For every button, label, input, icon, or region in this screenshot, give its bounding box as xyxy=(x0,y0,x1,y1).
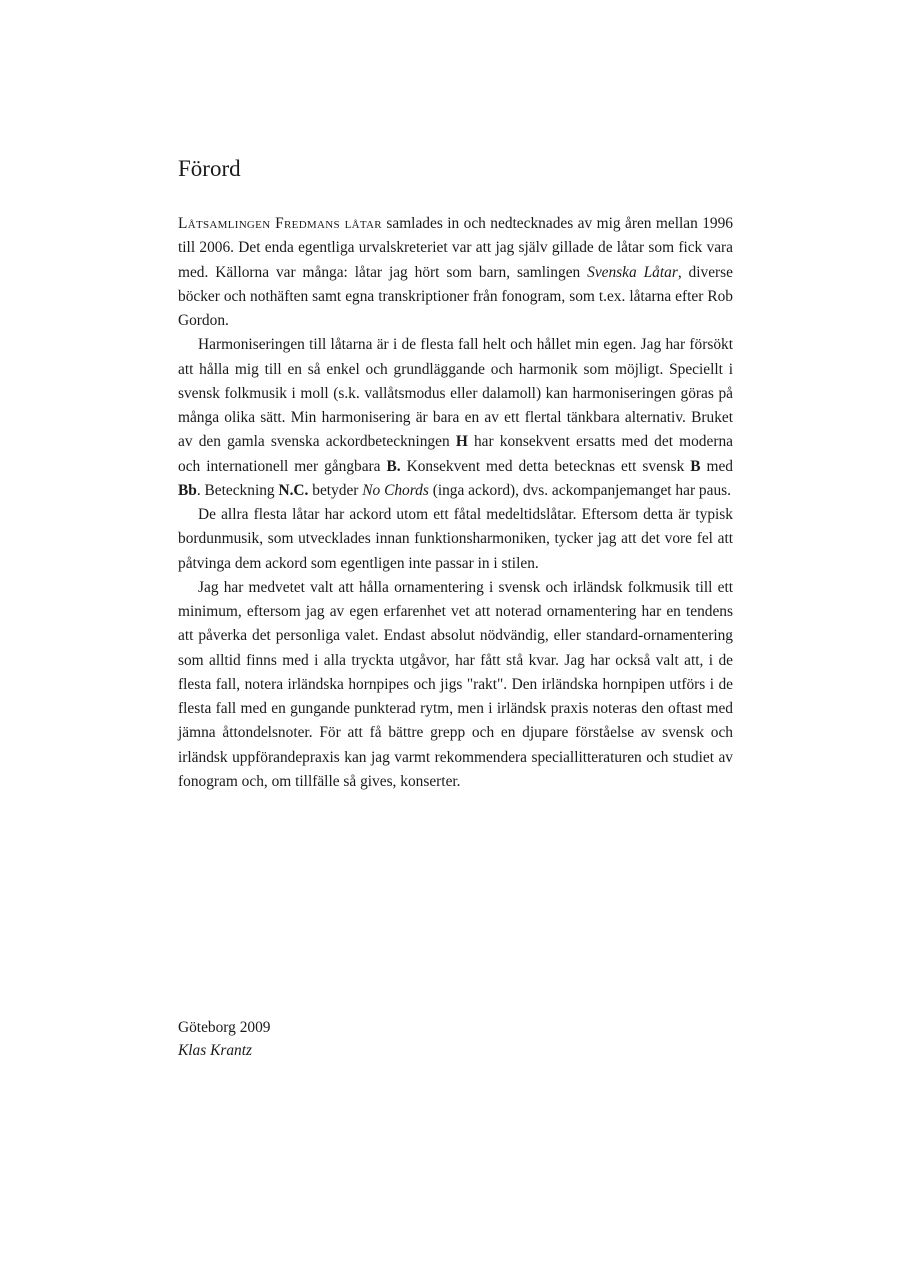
signature-place-date: Göteborg 2009 xyxy=(178,1019,271,1036)
chord-symbol-b-swedish: B xyxy=(690,457,701,475)
paragraph-2-text-d: med xyxy=(700,457,733,475)
collection-title-smallcaps: Låtsamlingen Fredmans låtar xyxy=(178,215,382,232)
paragraph-1 xyxy=(178,212,733,333)
paragraph-2-text-b: har konsekvent ersatts med det moderna och internationell mer gångbara xyxy=(178,433,733,475)
signature-block xyxy=(178,1016,270,1062)
paragraph-2 xyxy=(178,333,733,503)
paragraph-1-text-a: samlades in och nedtecknades av mig åren mellan 1996 till 2006. Det enda egentliga urvalskreteriet var att jag själv gillade de låtar som fick vara med. Källorna var många: låtar jag hört som barn, samlingen xyxy=(178,215,734,281)
paragraph-1-text-b: , diverse böcker och nothäften samt egna transkriptioner från fonogram, som t.ex. låtarna efter Rob Gordon. xyxy=(178,263,733,329)
signature-author: Klas Krantz xyxy=(178,1042,252,1059)
page-title: Förord xyxy=(178,156,241,181)
chord-symbol-bb: Bb xyxy=(178,481,197,499)
paragraph-4: Jag har medvetet valt att hålla ornamentering i svensk och irländsk folkmusik till ett minimum, eftersom jag av egen erfarenhet vet att noterad ornamentering har en tendens att påverka det personliga valet. Endast absolut nödvändig, eller standard-ornamentering som alltid finns med i alla tryckta utgåvor, har fått stå kvar. Jag har också valt att, i de flesta fall, notera irländska hornpipes och jigs "rakt". Den irländska hornpipen utförs i de flesta fall med en gungande punkterad rytm, men i irländsk praxis noteras den oftast med jämna åttondelsnoter. För att få bättre grepp och en djupare förståelse av svensk och irländsk uppförandepraxis kan jag varmt rekommendera speciallitteraturen och studiet av fonogram och, om tillfälle så gives, konserter. xyxy=(178,578,733,790)
paragraph-2-text-c: Konsekvent med detta betecknas ett svensk xyxy=(400,457,691,475)
italic-no-chords: No Chords xyxy=(362,481,429,499)
preface-body xyxy=(178,212,733,794)
chord-symbol-h: H xyxy=(455,433,468,451)
paragraph-2-text-g: (inga ackord), dvs. ackompanjemanget har paus. xyxy=(428,481,731,499)
paragraph-2-text-f: betyder xyxy=(308,481,363,499)
paragraph-3: De allra flesta låtar har ackord utom ett fåtal medeltidslåtar. Eftersom detta är typisk bordunmusik, som utvecklades innan funktionsharmoniken, tycker jag att det vore fel att påtvinga dem ackord som egentligen inte passar in i stilen. xyxy=(178,506,733,572)
italic-book-title: Svenska Låtar xyxy=(587,263,678,281)
chord-symbol-b: B. xyxy=(386,457,401,475)
paragraph-2-text-a: Harmoniseringen till låtarna är i de flesta fall helt och hållet min egen. Jag har försökt att hålla mig till en så enkel och grundläggande och harmonik som möjligt. Speciellt i svensk folkmusik i moll (s.k. vallåtsmodus eller dalamoll) kan harmoniseringen göras på många olika sätt. Min harmonisering är bara en av ett flertal tänkbara alternativ. Bruket av den gamla svenska ackordbeteckningen xyxy=(178,336,733,451)
paragraph-2-text-e: . Beteckning xyxy=(196,481,279,499)
chord-symbol-nc: N.C. xyxy=(278,481,309,499)
